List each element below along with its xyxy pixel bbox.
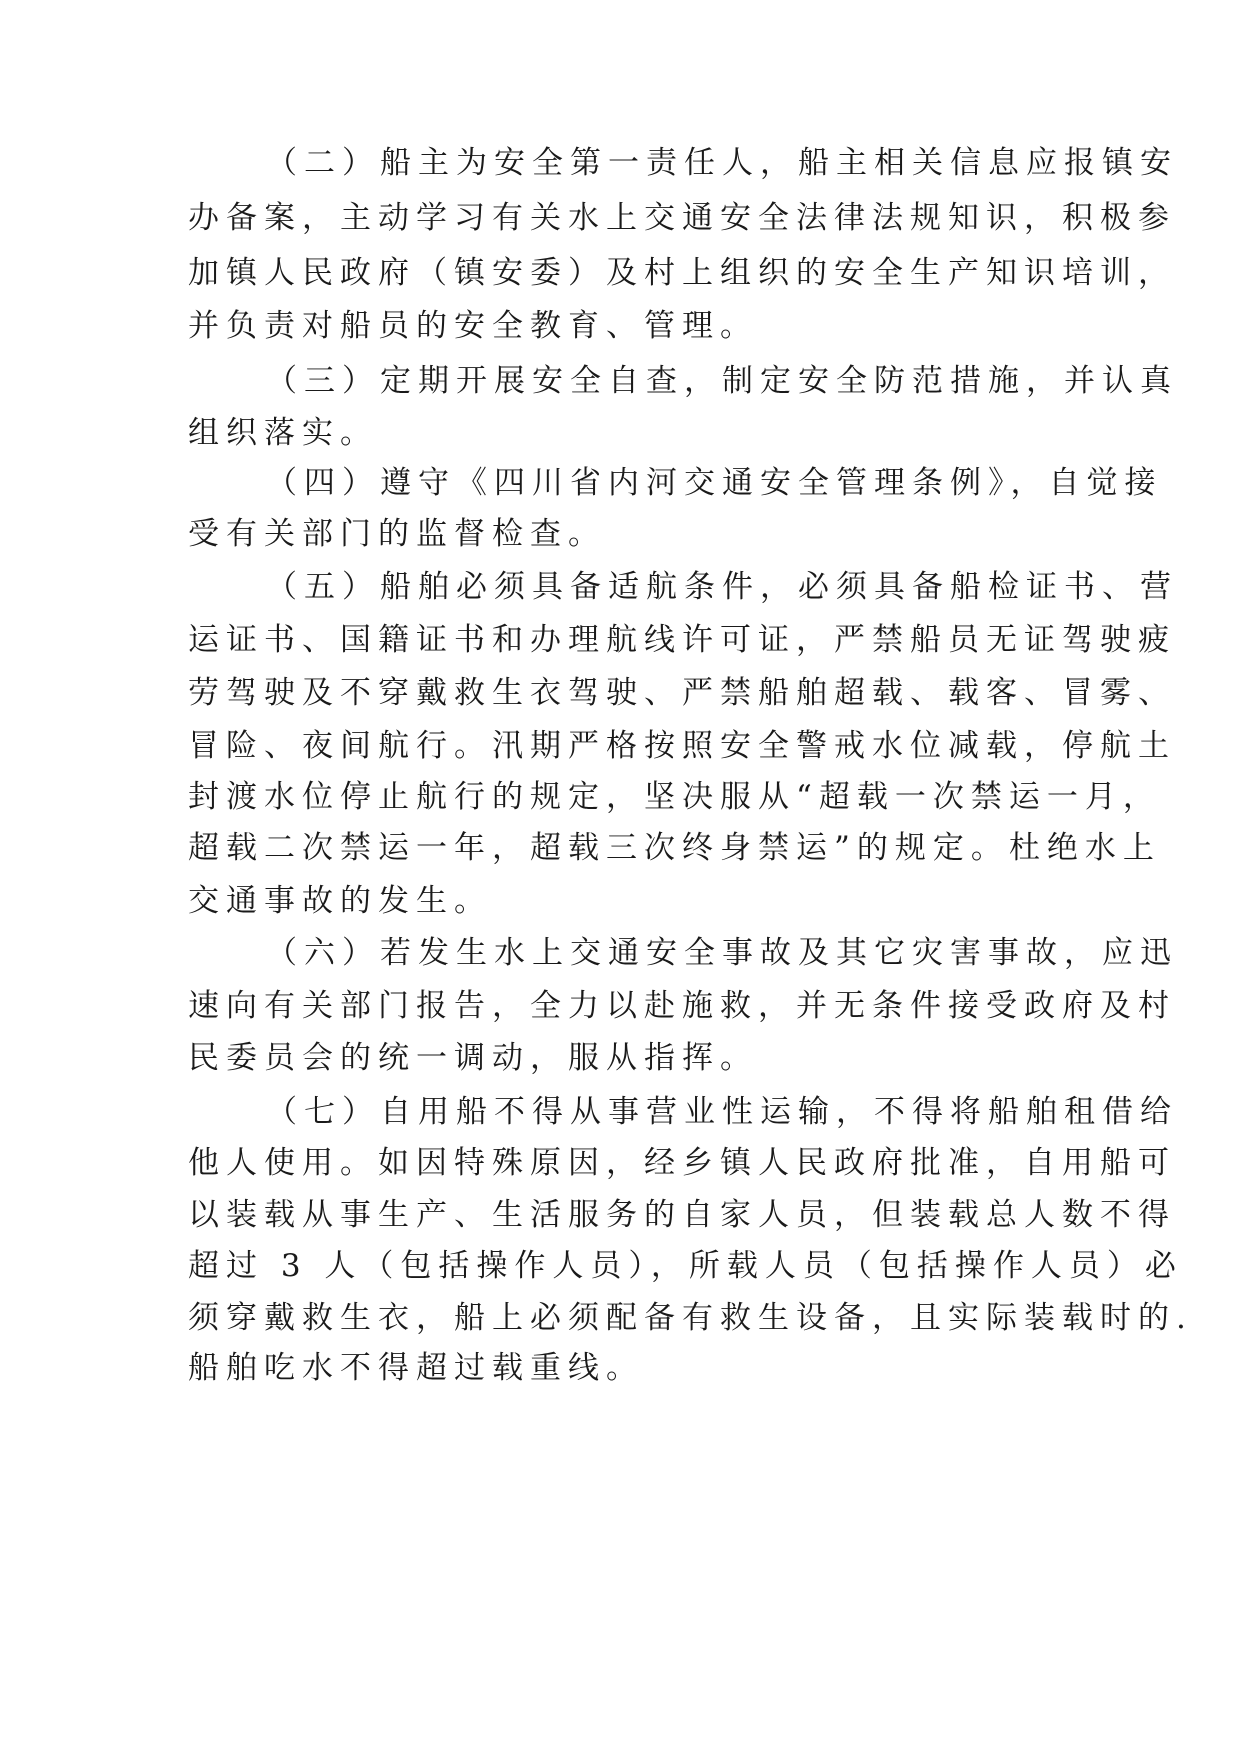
text-line: （七）自用船不得从事营业性运输，不得将船舶租借给 <box>266 1094 1178 1130</box>
text-line: 并负责对船员的安全教育、管理。 <box>188 308 758 344</box>
text-line: 船舶吃水不得超过载重线。 <box>188 1350 644 1386</box>
text-line: （三）定期开展安全自查，制定安全防范措施，并认真 <box>266 363 1178 399</box>
text-line: 加镇人民政府（镇安委）及村上组织的安全生产知识培训， <box>188 255 1176 291</box>
text-line: 超过 3 人（包括操作人员），所载人员（包括操作人员）必 <box>188 1248 1183 1284</box>
text-line: 超载二次禁运一年，超载三次终身禁运”的规定。杜绝水上 <box>188 830 1161 866</box>
text-line: 交通事故的发生。 <box>188 883 492 919</box>
text-line: 劳驾驶及不穿戴救生衣驾驶、严禁船舶超载、载客、冒雾、 <box>188 675 1176 711</box>
text-line: 以装载从事生产、生活服务的自家人员，但装载总人数不得 <box>188 1197 1176 1233</box>
text-line: 速向有关部门报告，全力以赴施救，并无条件接受政府及村 <box>188 988 1176 1024</box>
text-line: 组织落实。 <box>188 415 378 451</box>
text-line: （五）船舶必须具备适航条件，必须具备船检证书、营 <box>266 569 1178 605</box>
text-line: 冒险、夜间航行。汛期严格按照安全警戒水位减载，停航土 <box>188 728 1176 764</box>
text-line: 受有关部门的监督检查。 <box>188 516 606 552</box>
text-line: 须穿戴救生衣，船上必须配备有救生设备，且实际装载时的. <box>188 1300 1193 1336</box>
text-line: （六）若发生水上交通安全事故及其它灾害事故，应迅 <box>266 935 1178 971</box>
text-line: 他人使用。如因特殊原因，经乡镇人民政府批准，自用船可 <box>188 1145 1176 1181</box>
text-line: 办备案，主动学习有关水上交通安全法律法规知识，积极参 <box>188 200 1176 236</box>
text-line: 封渡水位停止航行的规定，坚决服从“超载一次禁运一月， <box>188 779 1161 815</box>
text-line: （二）船主为安全第一责任人，船主相关信息应报镇安 <box>266 145 1178 181</box>
text-line: 民委员会的统一调动，服从指挥。 <box>188 1040 758 1076</box>
text-line: 运证书、国籍证书和办理航线许可证，严禁船员无证驾驶疲 <box>188 622 1176 658</box>
text-line: （四）遵守《四川省内河交通安全管理条例》，自觉接 <box>266 465 1163 501</box>
